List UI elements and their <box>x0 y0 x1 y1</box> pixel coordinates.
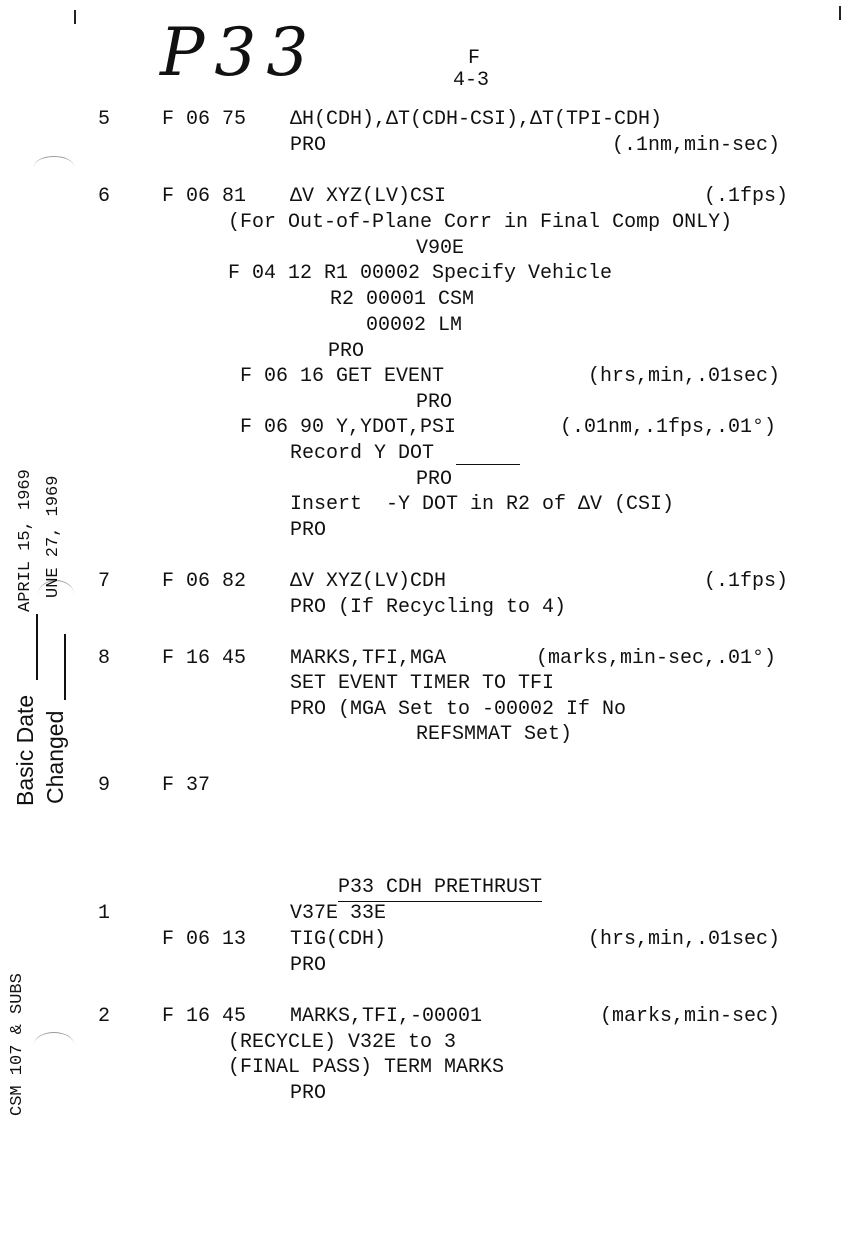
units-label: (hrs,min,.01sec) <box>588 365 781 388</box>
display-code: F 37 <box>162 774 211 797</box>
step-description: ΔV XYZ(LV)CSI <box>290 185 447 208</box>
step-line: PRO <box>416 391 453 414</box>
binder-mark-right <box>839 6 841 20</box>
step-number: 9 <box>98 774 111 797</box>
step-description: ΔV XYZ(LV)CDH <box>290 570 447 593</box>
step-number: 1 <box>98 902 111 925</box>
step-line: F 06 16 GET EVENT <box>240 365 445 388</box>
display-code: F 06 13 <box>162 928 247 951</box>
step-line: PRO <box>290 519 327 542</box>
binder-mark-left <box>74 10 76 24</box>
document-id: CSM 107 & SUBS <box>8 973 27 1116</box>
display-code: F 06 75 <box>162 108 247 131</box>
step-line: R2 00001 CSM <box>330 288 475 311</box>
step-line: Insert -Y DOT in R2 of ΔV (CSI) <box>290 493 675 516</box>
basic-date-label: Basic Date <box>12 694 38 806</box>
handwritten-program-label: P33 <box>160 14 319 91</box>
step-line: PRO <box>416 468 453 491</box>
step-description: MARKS,TFI,MGA <box>290 647 447 670</box>
step-number: 5 <box>98 108 111 131</box>
step-line: PRO <box>290 134 327 157</box>
step-line: F 04 12 R1 00002 Specify Vehicle <box>228 262 613 285</box>
step-line: (FINAL PASS) TERM MARKS <box>228 1056 505 1079</box>
page-number: 4-3 <box>453 69 490 92</box>
step-line: F 06 90 Y,YDOT,PSI <box>240 416 457 439</box>
step-description: MARKS,TFI,-00001 <box>290 1005 483 1028</box>
step-number: 2 <box>98 1005 111 1028</box>
punch-hole-mark <box>34 1032 74 1057</box>
display-code: F 06 82 <box>162 570 247 593</box>
units-label: (.1nm,min-sec) <box>612 134 781 157</box>
step-line: PRO <box>328 340 365 363</box>
step-line: (RECYCLE) V32E to 3 <box>228 1031 457 1054</box>
display-code: F 16 45 <box>162 647 247 670</box>
basic-date-underline <box>36 614 38 680</box>
step-number: 8 <box>98 647 111 670</box>
step-line: (For Out-of-Plane Corr in Final Comp ONLY) <box>228 211 733 234</box>
step-line: V90E <box>416 237 465 260</box>
step-line: SET EVENT TIMER TO TFI <box>290 672 555 695</box>
step-line: PRO <box>290 954 327 977</box>
step-line: V37E 33E <box>290 902 387 925</box>
step-number: 7 <box>98 570 111 593</box>
step-line: REFSMMAT Set) <box>416 723 573 746</box>
units-label: (marks,min-sec,.01°) <box>536 647 777 670</box>
changed-underline <box>64 634 66 700</box>
step-line: PRO <box>290 1082 327 1105</box>
record-blank-line <box>456 444 520 465</box>
step-description: ΔH(CDH),ΔT(CDH-CSI),ΔT(TPI-CDH) <box>290 108 663 131</box>
step-number: 6 <box>98 185 111 208</box>
display-code: F 16 45 <box>162 1005 247 1028</box>
punch-hole-mark <box>34 156 74 177</box>
changed-label: Changed <box>42 710 68 804</box>
step-line: PRO (MGA Set to -00002 If No <box>290 698 627 721</box>
units-label: (marks,min-sec) <box>600 1005 781 1028</box>
units-label: (.1fps) <box>704 570 789 593</box>
display-code: F 06 81 <box>162 185 247 208</box>
units-label: (.1fps) <box>704 185 789 208</box>
units-label: (.01nm,.1fps,.01°) <box>560 416 777 439</box>
step-description: TIG(CDH) <box>290 928 387 951</box>
step-line: PRO (If Recycling to 4) <box>290 596 567 619</box>
changed-date-value: UNE 27, 1969 <box>44 475 63 598</box>
step-line: Record Y DOT <box>290 442 435 465</box>
section-title-text: P33 CDH PRETHRUST <box>338 875 542 902</box>
basic-date-value: APRIL 15, 1969 <box>16 469 35 612</box>
units-label: (hrs,min,.01sec) <box>588 928 781 951</box>
section-letter: F <box>468 47 481 70</box>
step-line: 00002 LM <box>366 314 463 337</box>
